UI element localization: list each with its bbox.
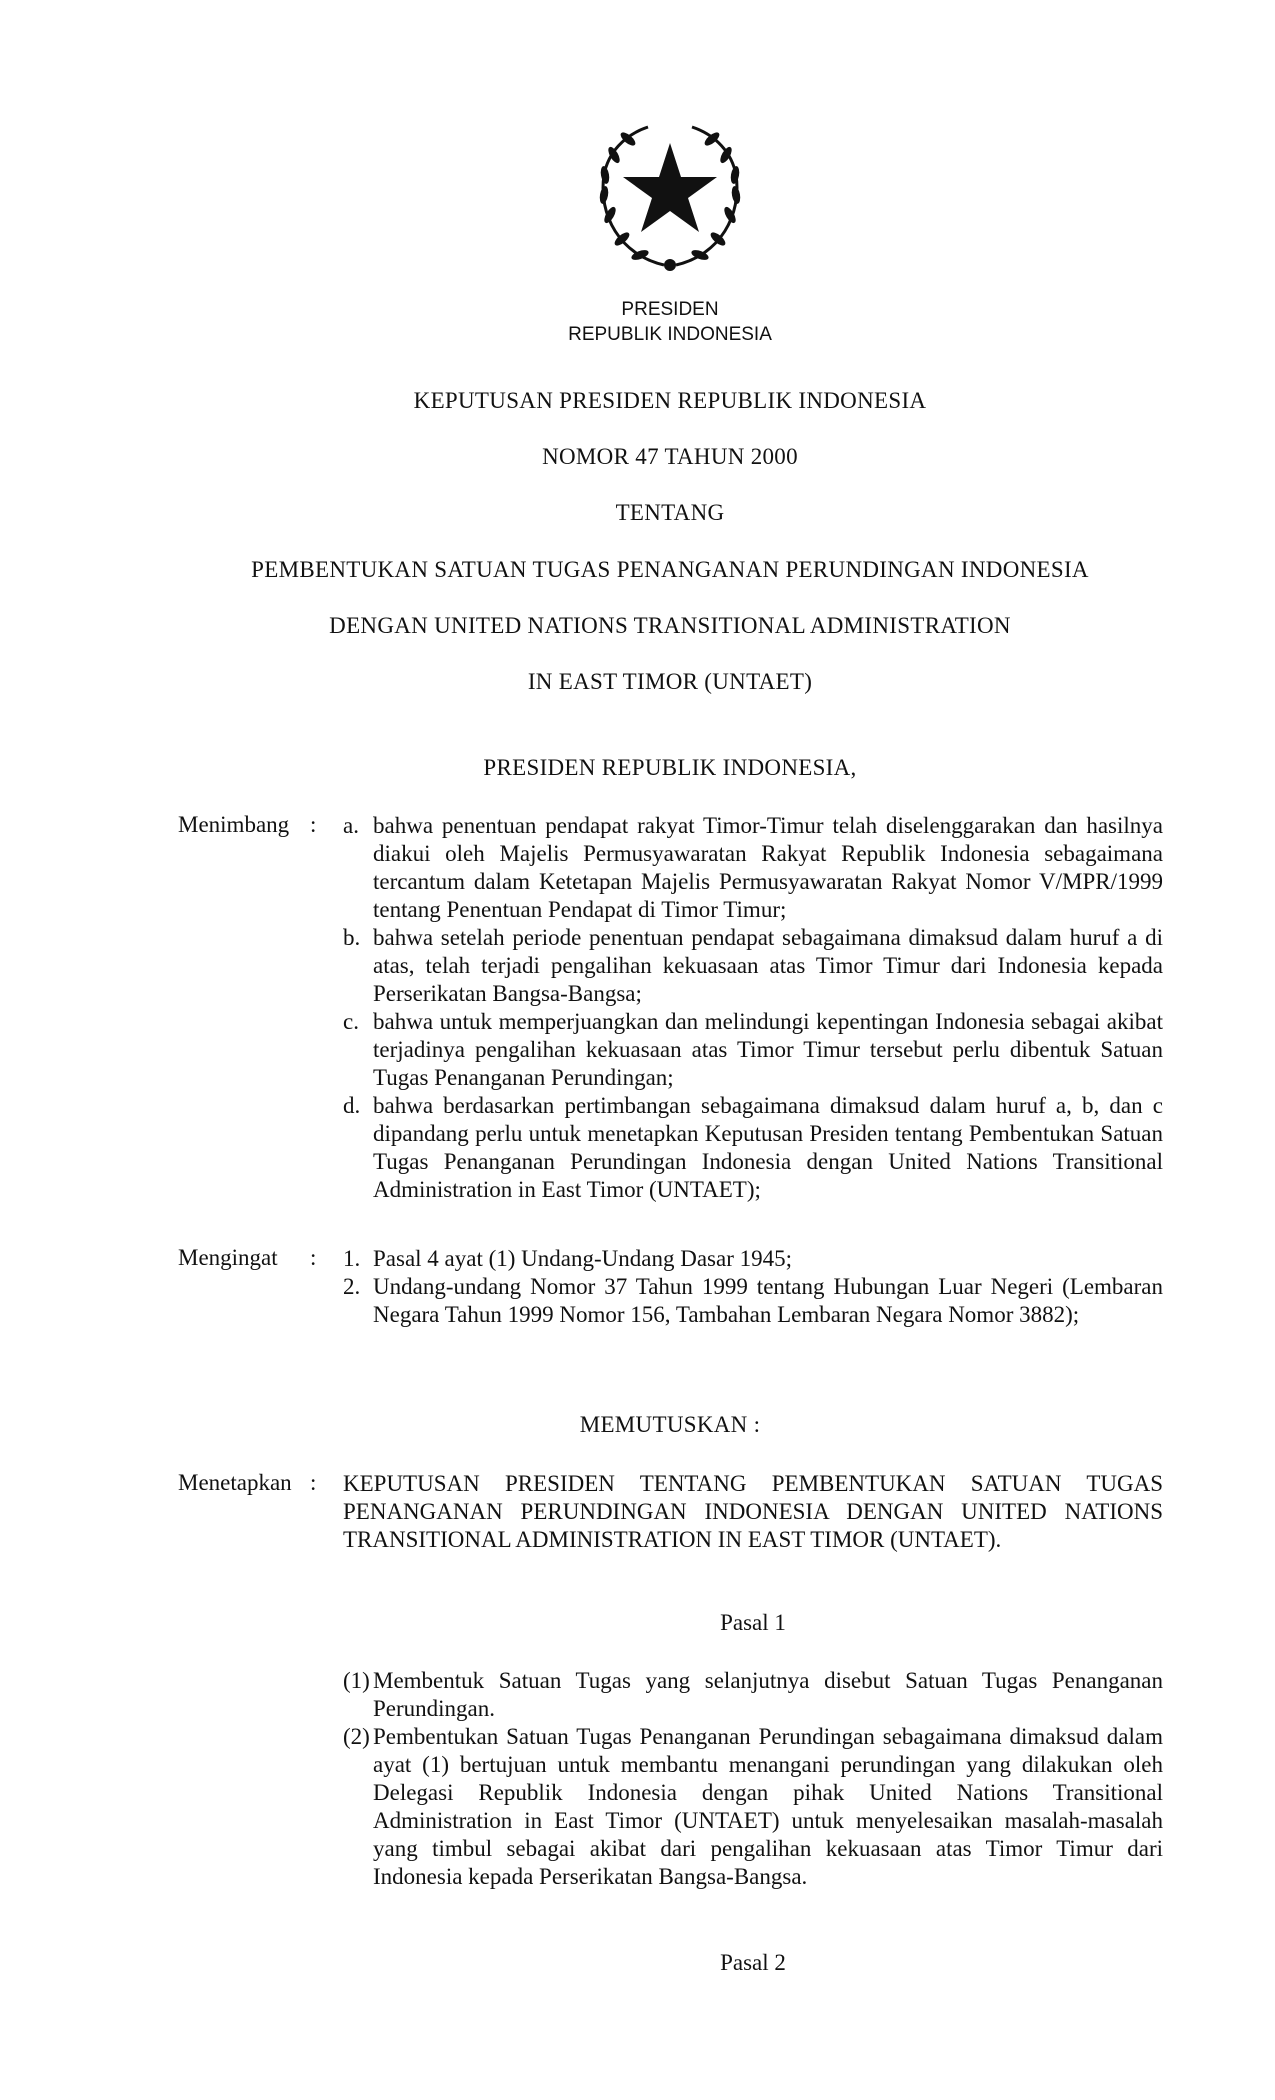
title-line-2: NOMOR 47 TAHUN 2000 <box>542 444 798 469</box>
menimbang-item <box>343 1008 1163 1092</box>
presidential-emblem-icon <box>590 115 750 275</box>
pasal-2-heading: Pasal 2 <box>720 1950 786 1975</box>
menimbang-colon: : <box>310 812 317 837</box>
mengingat-label <box>178 1245 317 1271</box>
menetapkan-colon: : <box>310 1470 317 1495</box>
title-line-6: IN EAST TIMOR (UNTAET) <box>527 669 813 694</box>
item-text: Pasal 4 ayat (1) Undang-Undang Dasar 1945; <box>373 1246 792 1271</box>
mengingat-item <box>343 1245 1163 1273</box>
menetapkan-label-text: Menetapkan <box>178 1470 292 1495</box>
menetapkan-text: KEPUTUSAN PRESIDEN TENTANG PEMBENTUKAN SATUAN TUGAS PENANGANAN PERUNDINGAN INDONESIA DENGAN UNITED NATIONS TRANSITIONAL ADMINISTRATION IN EAST TIMOR (UNTAET). <box>343 1471 1163 1552</box>
menimbang-item <box>343 924 1163 1008</box>
item-text: bahwa untuk memperjuangkan dan melindungi kepentingan Indonesia sebagai akibat terjadinya pengalihan kekuasaan atas Timor Timur tersebut perlu dibentuk Satuan Tugas Penanganan Perundingan; <box>373 1009 1163 1090</box>
item-marker: b. <box>343 925 361 950</box>
menetapkan-label <box>178 1470 317 1496</box>
item-marker: d. <box>343 1093 361 1118</box>
menimbang-item <box>343 1092 1163 1204</box>
pasal-1-list <box>343 1667 1163 1891</box>
issuer: PRESIDEN REPUBLIK INDONESIA, <box>483 755 857 780</box>
title-line-3: TENTANG <box>615 500 725 525</box>
menimbang-label-text: Menimbang <box>178 812 290 837</box>
item-text: Undang-undang Nomor 37 Tahun 1999 tentang Hubungan Luar Negeri (Lembaran Negara Tahun 1999 Nomor 156, Tambahan Lembaran Negara Nomor 3882); <box>373 1274 1163 1327</box>
item-text: Pembentukan Satuan Tugas Penanganan Perundingan sebagaimana dimaksud dalam ayat (1) bertujuan untuk membantu menangani perundingan yang dilakukan oleh Delegasi Republik Indonesia dengan pihak United Nations Transitional Administration in East Timor (UNTAET) untuk menyelesaikan masalah-masalah yang timbul sebagai akibat dari pengalihan kekuasaan atas Timor Timur dari Indonesia kepada Perserikatan Bangsa-Bangsa. <box>373 1724 1163 1889</box>
pasal-1-item <box>343 1723 1163 1891</box>
item-text: bahwa setelah periode penentuan pendapat sebagaimana dimaksud dalam huruf a di atas, telah terjadi pengalihan kekuasaan atas Timor Timur dari Indonesia kepada Perserikatan Bangsa-Bangsa; <box>373 925 1163 1006</box>
item-marker: 2. <box>343 1274 361 1299</box>
title-line-1: KEPUTUSAN PRESIDEN REPUBLIK INDONESIA <box>413 388 927 413</box>
item-text: bahwa berdasarkan pertimbangan sebagaimana dimaksud dalam huruf a, b, dan c dipandang perlu untuk menetapkan Keputusan Presiden tentang Pembentukan Satuan Tugas Penanganan Perundingan Indonesia dengan United Nations Transitional Administration in East Timor (UNTAET); <box>373 1093 1163 1202</box>
item-marker: c. <box>343 1009 359 1034</box>
title-line-4: PEMBENTUKAN SATUAN TUGAS PENANGANAN PERUNDINGAN INDONESIA <box>251 557 1089 582</box>
item-text: Membentuk Satuan Tugas yang selanjutnya disebut Satuan Tugas Penanganan Perundingan. <box>373 1668 1163 1721</box>
mengingat-colon: : <box>310 1245 317 1270</box>
institution-line-2: REPUBLIK INDONESIA <box>568 324 772 345</box>
item-marker: (2) <box>343 1724 370 1749</box>
mengingat-list <box>343 1245 1163 1329</box>
memutuskan-heading: MEMUTUSKAN : <box>579 1412 761 1437</box>
menimbang-item <box>343 812 1163 924</box>
menimbang-list <box>343 812 1163 1204</box>
title-line-5: DENGAN UNITED NATIONS TRANSITIONAL ADMINISTRATION <box>329 613 1011 638</box>
mengingat-item <box>343 1273 1163 1329</box>
item-text: bahwa penentuan pendapat rakyat Timor-Timur telah diselenggarakan dan hasilnya diakui oleh Majelis Permusyawaratan Rakyat Republik Indonesia sebagaimana tercantum dalam Ketetapan Majelis Permusyawaratan Rakyat Nomor V/MPR/1999 tentang Penentuan Pendapat di Timor Timur; <box>373 813 1163 922</box>
menimbang-label <box>178 812 317 838</box>
item-marker: a. <box>343 813 359 838</box>
pasal-1-heading: Pasal 1 <box>720 1610 786 1635</box>
mengingat-label-text: Mengingat <box>178 1245 278 1270</box>
pasal-1-item <box>343 1667 1163 1723</box>
item-marker: (1) <box>343 1668 370 1693</box>
institution-line-1: PRESIDEN <box>621 299 719 320</box>
item-marker: 1. <box>343 1246 361 1271</box>
